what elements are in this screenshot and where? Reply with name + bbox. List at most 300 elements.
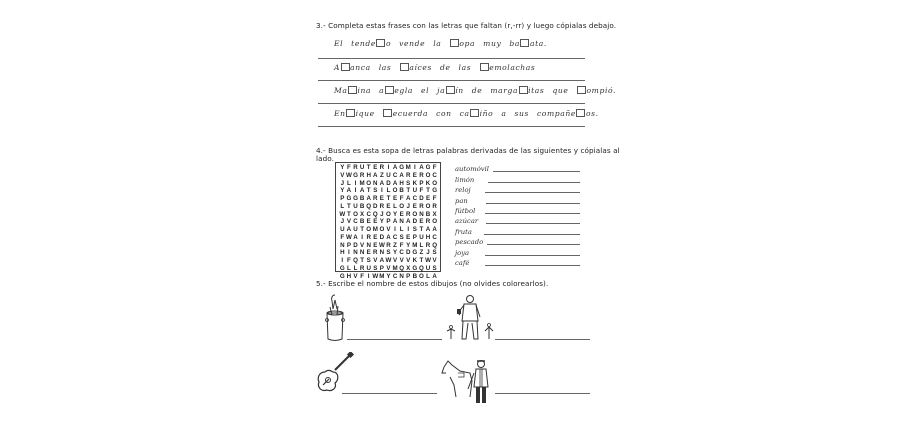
grid-letter[interactable]: O	[379, 226, 385, 233]
grid-letter[interactable]: Y	[406, 241, 411, 249]
letter-blank[interactable]	[520, 39, 529, 47]
grid-letter[interactable]: A	[432, 226, 437, 233]
grid-letter[interactable]: Y	[340, 164, 345, 171]
grid-letter[interactable]: F	[360, 272, 364, 280]
grid-letter[interactable]: C	[392, 233, 398, 241]
grid-letter[interactable]: E	[379, 195, 384, 202]
grid-letter[interactable]: W	[345, 171, 352, 179]
grid-letter[interactable]: V	[432, 257, 437, 264]
grid-letter[interactable]: R	[419, 202, 424, 210]
grid-letter[interactable]: I	[354, 187, 357, 195]
letter-blank[interactable]	[376, 39, 385, 47]
grid-letter[interactable]: P	[419, 179, 424, 187]
grid-letter[interactable]: J	[340, 179, 345, 187]
grid-letter[interactable]: E	[386, 202, 391, 210]
grid-letter[interactable]: A	[392, 164, 398, 171]
grid-letter[interactable]: J	[406, 202, 410, 210]
word-label: azúcar	[455, 217, 479, 226]
word-label: fútbol	[455, 206, 476, 215]
grid-letter[interactable]: A	[419, 164, 424, 171]
grid-letter[interactable]: L	[399, 226, 404, 233]
answer-line[interactable]	[493, 171, 580, 172]
grid-letter[interactable]: A	[399, 171, 404, 179]
answer-line[interactable]	[488, 182, 580, 183]
grid-letter[interactable]: I	[367, 272, 370, 280]
grid-letter[interactable]: H	[340, 249, 345, 257]
answer-line[interactable]	[487, 244, 580, 245]
grid-row	[339, 242, 438, 250]
grid-letter[interactable]: Q	[399, 264, 405, 272]
letter-blank[interactable]	[480, 63, 489, 71]
grid-letter[interactable]: T	[347, 202, 351, 210]
grid-letter[interactable]: N	[340, 241, 345, 249]
answer-line[interactable]	[486, 203, 580, 204]
grid-letter[interactable]: Q	[353, 257, 358, 264]
grid-letter[interactable]: H	[425, 233, 431, 241]
grid-letter[interactable]: G	[346, 195, 352, 202]
sentence-text: ompió.	[586, 86, 617, 95]
grid-letter[interactable]: Z	[419, 249, 424, 257]
word-item	[455, 184, 580, 194]
grid-letter[interactable]: N	[399, 218, 404, 226]
grid-letter[interactable]: Y	[386, 272, 391, 280]
letter-blank[interactable]	[400, 63, 409, 71]
grid-letter[interactable]: F	[399, 195, 404, 202]
grid-letter[interactable]: V	[353, 272, 358, 280]
grid-letter[interactable]: W	[339, 210, 346, 218]
grid-letter[interactable]: R	[366, 233, 371, 241]
grid-letter[interactable]: G	[339, 272, 345, 280]
grid-letter[interactable]: R	[353, 164, 358, 171]
grid-letter[interactable]: R	[386, 241, 391, 249]
grid-letter[interactable]: R	[373, 195, 378, 202]
grid-letter[interactable]: A	[366, 195, 371, 202]
grid-letter[interactable]: N	[399, 272, 404, 280]
grid-row	[339, 203, 438, 211]
grid-letter[interactable]: Q	[419, 264, 424, 272]
answer-line[interactable]	[485, 192, 580, 193]
grid-letter[interactable]: B	[359, 202, 365, 210]
grid-letter[interactable]: T	[360, 257, 364, 264]
grid-letter[interactable]: I	[413, 164, 416, 171]
grid-letter[interactable]: W	[345, 233, 352, 241]
answer-line[interactable]	[485, 255, 580, 256]
sentence-3	[334, 86, 616, 95]
letter-blank[interactable]	[450, 39, 459, 47]
grid-letter[interactable]: P	[386, 218, 391, 226]
grid-letter[interactable]: I	[387, 164, 390, 171]
grid-letter[interactable]: D	[379, 233, 385, 241]
grid-letter[interactable]: A	[379, 257, 385, 264]
grid-letter[interactable]: N	[419, 210, 424, 218]
grid-letter[interactable]: S	[373, 264, 378, 272]
grid-letter[interactable]: P	[379, 264, 384, 272]
grid-letter[interactable]: O	[425, 202, 431, 210]
grid-letter[interactable]: A	[359, 187, 365, 195]
grid-letter[interactable]: S	[412, 226, 417, 233]
grid-letter[interactable]: U	[340, 226, 345, 233]
word-search-grid[interactable]	[335, 162, 441, 280]
answer-line[interactable]	[485, 213, 580, 214]
grid-letter[interactable]: T	[419, 257, 424, 264]
copy-line-3[interactable]	[318, 103, 585, 104]
grid-letter[interactable]: Y	[392, 210, 398, 218]
grid-letter[interactable]: V	[399, 257, 404, 264]
grid-letter[interactable]: A	[373, 171, 378, 179]
grid-letter[interactable]: Q	[366, 202, 372, 210]
word-label: café	[455, 258, 470, 267]
sentence-text: ata.	[529, 39, 547, 48]
grid-letter[interactable]: U	[353, 202, 358, 210]
grid-letter[interactable]: J	[340, 218, 345, 226]
grid-letter[interactable]: F	[399, 241, 404, 249]
grid-letter[interactable]: C	[392, 171, 398, 179]
grid-letter[interactable]: T	[360, 226, 364, 233]
grid-letter[interactable]: Z	[393, 241, 397, 249]
letter-blank[interactable]	[383, 109, 392, 117]
grid-letter[interactable]: J	[426, 249, 430, 257]
grid-letter[interactable]: E	[425, 195, 431, 202]
grid-letter[interactable]: G	[412, 264, 418, 272]
word-item	[455, 236, 580, 246]
grid-letter[interactable]: E	[366, 218, 371, 226]
grid-letter[interactable]: I	[361, 233, 363, 241]
letter-blank[interactable]	[346, 109, 355, 117]
umbrella-stand-icon	[322, 293, 348, 343]
grid-letter[interactable]: D	[373, 202, 378, 210]
grid-letter[interactable]: A	[386, 233, 391, 241]
copy-line-4[interactable]	[318, 126, 585, 127]
grid-row	[339, 211, 438, 219]
word-label: reloj	[455, 186, 471, 195]
grid-letter[interactable]: V	[406, 257, 411, 264]
grid-letter[interactable]: N	[359, 249, 365, 257]
grid-letter[interactable]: S	[399, 233, 404, 241]
grid-letter[interactable]: J	[380, 210, 384, 218]
grid-letter[interactable]: A	[432, 272, 437, 280]
grid-letter[interactable]: D	[406, 249, 411, 257]
grid-letter[interactable]: R	[359, 264, 365, 272]
grid-letter[interactable]: H	[366, 171, 371, 179]
grid-letter[interactable]: T	[366, 187, 371, 195]
sentence-text: itas que	[528, 86, 577, 95]
picture-answer-line-4[interactable]	[495, 393, 590, 394]
grid-letter[interactable]: O	[392, 187, 398, 195]
grid-letter[interactable]: U	[425, 264, 431, 272]
grid-letter[interactable]: Z	[379, 171, 384, 179]
letter-blank[interactable]	[577, 86, 586, 94]
grid-letter[interactable]: R	[419, 171, 424, 179]
grid-letter[interactable]: X	[432, 210, 437, 218]
sentence-text: os.	[585, 109, 599, 118]
grid-letter[interactable]: F	[419, 187, 424, 195]
grid-letter[interactable]: O	[432, 179, 438, 187]
sentence-text: En	[334, 109, 346, 118]
grid-letter[interactable]: V	[386, 264, 391, 272]
guitar-icon	[315, 352, 355, 394]
grid-letter[interactable]: N	[353, 249, 358, 257]
grid-letter[interactable]: I	[348, 249, 350, 257]
word-label: joya	[455, 248, 470, 257]
sentence-text: aíces de las	[409, 63, 480, 72]
grid-letter[interactable]: M	[392, 264, 398, 272]
grid-letter[interactable]: P	[412, 233, 417, 241]
grid-letter[interactable]: S	[366, 257, 371, 264]
grid-letter[interactable]: E	[373, 164, 378, 171]
grid-letter[interactable]: O	[366, 226, 372, 233]
grid-letter[interactable]: C	[392, 272, 398, 280]
grid-letter[interactable]: V	[386, 226, 391, 233]
grid-letter[interactable]: Y	[392, 249, 398, 257]
letter-blank[interactable]	[341, 63, 350, 71]
grid-letter[interactable]: A	[406, 195, 411, 202]
grid-letter[interactable]: E	[373, 218, 378, 226]
grid-letter[interactable]: A	[346, 226, 352, 233]
grid-letter[interactable]: S	[386, 249, 391, 257]
grid-letter[interactable]: E	[373, 241, 378, 249]
grid-row	[339, 164, 438, 172]
grid-letter[interactable]: O	[366, 179, 372, 187]
grid-letter[interactable]: P	[406, 272, 411, 280]
grid-letter[interactable]: D	[412, 218, 418, 226]
word-item	[455, 194, 580, 204]
grid-letter[interactable]: X	[360, 210, 365, 218]
grid-letter[interactable]: I	[380, 187, 383, 195]
grid-letter[interactable]: C	[412, 195, 418, 202]
grid-letter[interactable]: L	[426, 272, 430, 280]
grid-letter[interactable]: L	[386, 187, 391, 195]
grid-letter[interactable]: Y	[340, 187, 345, 195]
grid-letter[interactable]: A	[379, 179, 385, 187]
grid-letter[interactable]: E	[373, 233, 378, 241]
grid-letter[interactable]: T	[406, 187, 411, 195]
grid-letter[interactable]: I	[341, 257, 344, 264]
copy-line-2[interactable]	[318, 80, 585, 81]
grid-letter[interactable]: V	[340, 171, 345, 179]
grid-letter[interactable]: U	[386, 171, 391, 179]
grid-letter[interactable]: S	[432, 249, 437, 257]
grid-letter[interactable]: P	[346, 241, 351, 249]
grid-letter[interactable]: D	[386, 179, 391, 187]
copy-line-1[interactable]	[318, 58, 585, 59]
grid-letter[interactable]: W	[385, 257, 392, 264]
grid-letter[interactable]: A	[392, 218, 398, 226]
grid-letter[interactable]: R	[379, 202, 385, 210]
grid-letter[interactable]: T	[366, 164, 371, 171]
grid-letter[interactable]: U	[419, 233, 424, 241]
sentence-text: o vende la	[385, 39, 450, 48]
grid-letter[interactable]: R	[359, 171, 365, 179]
grid-letter[interactable]: B	[399, 187, 404, 195]
grid-letter[interactable]: R	[373, 249, 378, 257]
grid-letter[interactable]: W	[378, 241, 385, 249]
grid-letter[interactable]: D	[353, 241, 358, 249]
grid-letter[interactable]: S	[373, 187, 378, 195]
grid-letter[interactable]: X	[406, 264, 411, 272]
grid-letter[interactable]: L	[393, 202, 397, 210]
grid-letter[interactable]: H	[346, 272, 352, 280]
grid-row	[339, 218, 438, 226]
grid-letter[interactable]: K	[412, 257, 418, 264]
grid-letter[interactable]: M	[412, 241, 418, 249]
grid-letter[interactable]: R	[425, 218, 431, 226]
grid-letter[interactable]: A	[406, 218, 411, 226]
grid-letter[interactable]: C	[353, 218, 358, 226]
sentence-text: opa muy ba	[459, 39, 520, 48]
grid-letter[interactable]: B	[359, 218, 365, 226]
grid-letter[interactable]: O	[412, 210, 418, 218]
grid-letter[interactable]: U	[366, 264, 371, 272]
grid-letter[interactable]: I	[394, 226, 396, 233]
grid-letter[interactable]: G	[353, 171, 358, 179]
grid-letter[interactable]: B	[412, 272, 418, 280]
grid-letter[interactable]: P	[340, 195, 345, 202]
sentence-1	[334, 39, 547, 48]
grid-letter[interactable]: C	[399, 249, 404, 257]
grid-letter[interactable]: G	[412, 249, 418, 257]
grid-letter[interactable]: A	[353, 233, 358, 241]
grid-letter[interactable]: U	[353, 226, 358, 233]
letter-blank[interactable]	[385, 86, 394, 94]
grid-letter[interactable]: C	[432, 171, 437, 179]
grid-letter[interactable]: C	[366, 210, 371, 218]
sentence-text: ecuerda con ca	[392, 109, 470, 118]
grid-letter[interactable]: F	[432, 195, 437, 202]
grid-row	[339, 249, 438, 257]
grid-letter[interactable]: Q	[372, 210, 378, 218]
grid-letter[interactable]: M	[405, 164, 411, 171]
grid-letter[interactable]: F	[340, 233, 345, 241]
grid-letter[interactable]: Y	[379, 218, 384, 226]
letter-blank[interactable]	[446, 86, 455, 94]
grid-letter[interactable]: T	[426, 187, 430, 195]
grid-letter[interactable]: I	[407, 226, 410, 233]
grid-letter[interactable]: L	[347, 179, 351, 187]
grid-letter[interactable]: M	[379, 272, 385, 280]
word-item	[455, 173, 580, 183]
grid-letter[interactable]: R	[425, 241, 431, 249]
section4-heading: 4.- Busca es esta sopa de letras palabras derivadas de las siguientes y cópialas al	[316, 146, 620, 155]
grid-letter[interactable]: M	[359, 179, 365, 187]
grid-letter[interactable]: A	[346, 187, 352, 195]
grid-row	[339, 257, 438, 265]
grid-letter[interactable]: Q	[432, 241, 438, 249]
sentence-text: iño a sus compañe	[479, 109, 576, 118]
grid-letter[interactable]: E	[366, 249, 371, 257]
grid-letter[interactable]: V	[373, 257, 378, 264]
grid-letter[interactable]: O	[432, 218, 438, 226]
grid-letter[interactable]: A	[392, 179, 398, 187]
grid-letter[interactable]: E	[412, 202, 417, 210]
grid-letter[interactable]: N	[373, 179, 378, 187]
grid-letter[interactable]: S	[406, 179, 411, 187]
grid-letter[interactable]: K	[425, 179, 431, 187]
grid-letter[interactable]: O	[419, 272, 424, 280]
grid-letter[interactable]: L	[419, 241, 424, 249]
picture-answer-line-2[interactable]	[495, 339, 590, 340]
grid-letter[interactable]: O	[399, 202, 405, 210]
grid-letter[interactable]: W	[372, 272, 379, 280]
grid-letter[interactable]: R	[432, 202, 437, 210]
grid-letter[interactable]: G	[339, 264, 345, 272]
sentence-text: El tende	[334, 39, 376, 48]
grid-letter[interactable]: M	[372, 226, 378, 233]
grid-letter[interactable]: F	[432, 164, 437, 171]
picture-answer-line-1[interactable]	[347, 339, 442, 340]
grid-letter[interactable]: R	[379, 164, 385, 171]
grid-letter[interactable]: U	[412, 187, 418, 195]
answer-line[interactable]	[486, 223, 580, 224]
grid-letter[interactable]: O	[386, 210, 391, 218]
letter-blank[interactable]	[576, 109, 585, 117]
grid-letter[interactable]: T	[347, 210, 351, 218]
grid-letter[interactable]: O	[425, 171, 431, 179]
word-label: limón	[455, 175, 475, 184]
grid-letter[interactable]: U	[359, 164, 365, 171]
word-label: automóvil	[455, 165, 489, 174]
grid-letter[interactable]: H	[399, 179, 404, 187]
letter-blank[interactable]	[348, 86, 357, 94]
letter-blank[interactable]	[470, 109, 479, 117]
grid-letter[interactable]: F	[347, 257, 351, 264]
picture-answer-line-3[interactable]	[342, 393, 437, 394]
grid-letter[interactable]: B	[425, 210, 431, 218]
grid-letter[interactable]: E	[406, 233, 411, 241]
word-item	[455, 257, 580, 267]
grid-letter[interactable]: G	[353, 195, 358, 202]
word-item	[455, 163, 580, 173]
grid-letter[interactable]: R	[406, 210, 411, 218]
grid-letter[interactable]: E	[399, 210, 404, 218]
grid-letter[interactable]: V	[360, 241, 365, 249]
grid-letter[interactable]: K	[412, 179, 418, 187]
grid-letter[interactable]: O	[353, 210, 358, 218]
grid-letter[interactable]: D	[419, 195, 424, 202]
grid-letter[interactable]: A	[425, 226, 431, 233]
section5-heading: 5.- Escribe el nombre de estos dibujos (no olvides colorearlos).	[316, 279, 549, 288]
grid-row	[339, 172, 438, 180]
answer-line[interactable]	[485, 265, 580, 266]
grid-letter[interactable]: B	[359, 195, 365, 202]
grid-letter[interactable]: G	[432, 187, 438, 195]
grid-letter[interactable]: V	[392, 257, 398, 264]
grid-letter[interactable]: L	[347, 264, 351, 272]
grid-letter[interactable]: R	[406, 171, 411, 179]
sentence-text: ín de marga	[455, 86, 519, 95]
grid-letter[interactable]: S	[432, 264, 437, 272]
grid-letter[interactable]: G	[399, 164, 405, 171]
grid-letter[interactable]: F	[347, 164, 351, 171]
grid-letter[interactable]: L	[340, 202, 345, 210]
grid-row	[339, 195, 438, 203]
grid-letter[interactable]: I	[354, 179, 357, 187]
letter-blank[interactable]	[519, 86, 528, 94]
grid-letter[interactable]: T	[419, 226, 424, 233]
grid-letter[interactable]: W	[425, 257, 431, 264]
grid-row	[339, 226, 438, 234]
grid-letter[interactable]: E	[419, 218, 424, 226]
grid-letter[interactable]: L	[353, 264, 358, 272]
answer-line[interactable]	[484, 234, 580, 235]
grid-letter[interactable]: E	[412, 171, 417, 179]
grid-letter[interactable]: G	[425, 164, 431, 171]
grid-letter[interactable]: N	[379, 249, 385, 257]
grid-letter[interactable]: T	[386, 195, 391, 202]
grid-letter[interactable]: N	[366, 241, 371, 249]
grid-letter[interactable]: E	[392, 195, 398, 202]
grid-letter[interactable]: V	[346, 218, 351, 226]
grid-letter[interactable]: C	[432, 233, 437, 241]
